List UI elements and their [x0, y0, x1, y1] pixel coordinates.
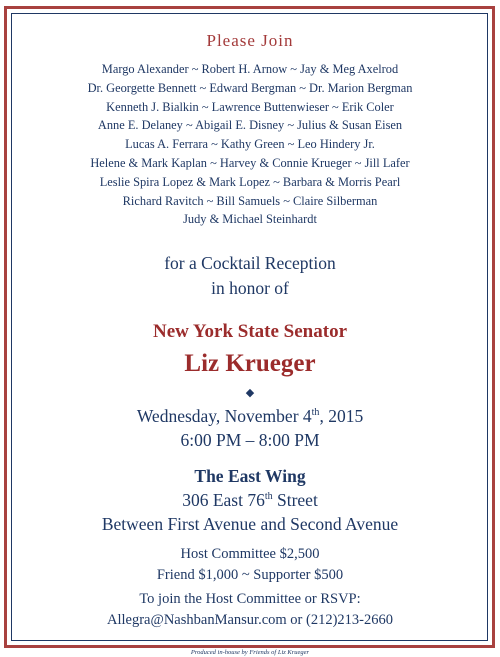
host-line: Leslie Spira Lopez & Mark Lopez ~ Barbara & Morris Pearl: [99, 174, 401, 189]
invitation-content: [14, 14, 486, 657]
date-suffix: th: [311, 407, 320, 419]
host-line: Helene & Mark Kaplan ~ Harvey & Connie Krueger ~ Jill Lafer: [90, 155, 410, 170]
host-line: Lucas A. Ferrara ~ Kathy Green ~ Leo Hindery Jr.: [125, 137, 375, 152]
venue-name: The East Wing: [194, 466, 306, 487]
event-description: [14, 251, 486, 301]
host-committee-level: Host Committee $2,500: [180, 546, 320, 563]
host-list: [14, 60, 486, 229]
venue-address: [14, 488, 486, 512]
host-line: Dr. Georgette Bennett ~ Edward Bergman ~ Dr. Marion Bergman: [87, 80, 413, 95]
venue-cross-streets: Between First Avenue and Second Avenue: [101, 514, 399, 535]
host-line: Kenneth J. Bialkin ~ Lawrence Buttenwieser ~ Erik Coler: [106, 99, 394, 114]
date-text: Wednesday, November 4: [136, 406, 312, 427]
address-text: 306 East 76: [182, 490, 265, 511]
footer-credit: Produced in-house by Friends of Liz Krueger: [190, 649, 310, 657]
host-line: Judy & Michael Steinhardt: [183, 212, 317, 227]
address-suffix: th: [264, 491, 273, 503]
committee-levels: [14, 544, 486, 586]
honoree-title: New York State Senator: [152, 321, 348, 343]
date-year: , 2015: [319, 406, 364, 427]
please-join-heading: Please Join: [206, 31, 294, 50]
event-time: 6:00 PM – 8:00 PM: [180, 430, 320, 451]
event-date: [14, 404, 486, 428]
rsvp-contact: Allegra@NashbanMansur.com or (212)213-2660: [107, 612, 393, 629]
host-line: Anne E. Delaney ~ Abigail E. Disney ~ Julius & Susan Eisen: [97, 118, 403, 133]
event-line-1: for a Cocktail Reception: [164, 253, 336, 274]
friend-supporter-level: Friend $1,000 ~ Supporter $500: [156, 567, 344, 584]
host-line: Margo Alexander ~ Robert H. Arnow ~ Jay & Meg Axelrod: [101, 62, 399, 76]
rsvp-instructions: To join the Host Committee or RSVP:: [139, 591, 361, 608]
address-street: Street: [272, 490, 318, 511]
rsvp-info: [14, 589, 486, 631]
honoree-name: Liz Krueger: [184, 350, 316, 378]
host-line: Richard Ravitch ~ Bill Samuels ~ Claire Silberman: [122, 193, 378, 208]
event-line-2: in honor of: [211, 278, 289, 299]
diamond-divider-icon: ◆: [245, 387, 255, 400]
